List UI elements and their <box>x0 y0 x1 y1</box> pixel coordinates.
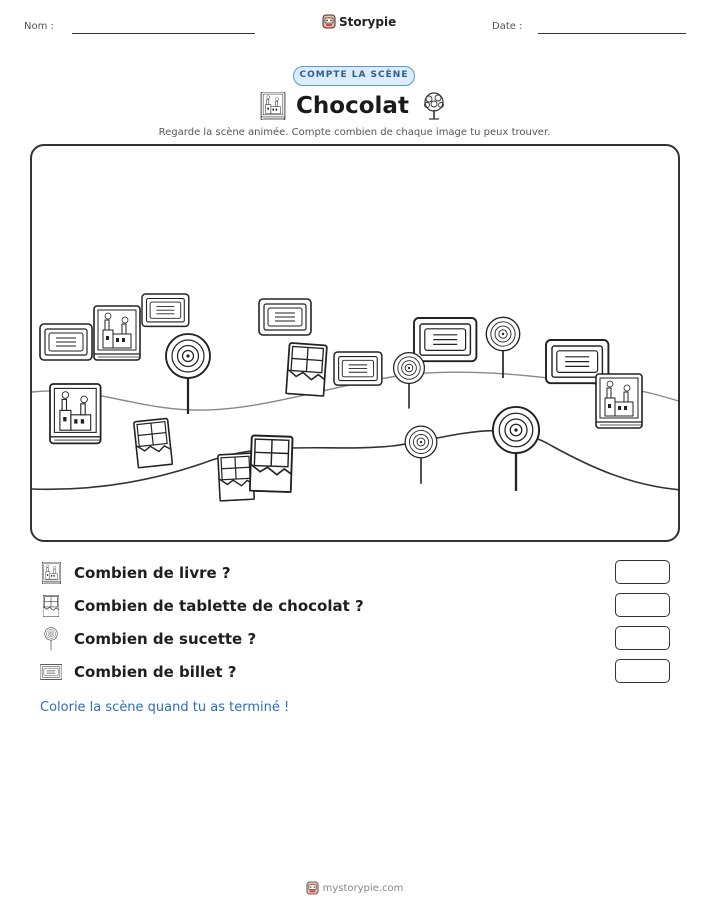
lollipop-1 <box>166 334 210 414</box>
chocolate-bar-icon <box>40 595 62 617</box>
chocolate-bar-2 <box>134 418 173 467</box>
question-row-book <box>40 559 670 587</box>
question-row-lollipop <box>40 625 670 653</box>
question-row-ticket <box>40 658 670 686</box>
date-field-line[interactable] <box>538 33 686 34</box>
counting-scene[interactable] <box>30 144 680 542</box>
footer-url[interactable]: mystorypie.com <box>322 882 404 894</box>
lollipop-2 <box>394 353 425 409</box>
book-icon <box>40 562 62 584</box>
name-label: Nom : <box>24 21 54 32</box>
coloring-note: Colorie la scène quand tu as terminé ! <box>40 700 290 715</box>
book-2 <box>50 384 101 443</box>
instructions: Regarde la scène animée. Compte combien de chaque image tu peux trouver. <box>158 127 551 138</box>
brand-name: Storypie <box>339 14 397 29</box>
ticket-5 <box>414 318 476 361</box>
book-icon <box>260 92 286 120</box>
activity-badge: COMPTE LA SCÈNE <box>293 66 415 86</box>
brand-logo <box>322 14 396 29</box>
lollipop-5 <box>493 407 539 491</box>
question-row-chocolate-bar <box>40 592 670 620</box>
question-ticket-text: Combien de billet ? <box>74 663 237 681</box>
cocoa-tree-icon <box>419 91 449 121</box>
book-1 <box>94 306 140 360</box>
book-3 <box>596 374 642 428</box>
chocolate-bar-3 <box>218 453 254 501</box>
ticket-icon <box>40 661 62 683</box>
ticket-3 <box>259 299 311 335</box>
chocolate-bar-1 <box>286 343 327 396</box>
name-field-line[interactable] <box>72 33 255 34</box>
answer-box-lollipop[interactable] <box>615 626 670 650</box>
chocolate-bar-4 <box>250 435 293 492</box>
answer-box-ticket[interactable] <box>615 659 670 683</box>
answer-box-chocolate-bar[interactable] <box>615 593 670 617</box>
date-label: Date : <box>492 21 523 32</box>
storypie-mascot-icon <box>306 881 319 895</box>
scene-illustration <box>32 146 680 542</box>
question-lollipop-text: Combien de sucette ? <box>74 630 257 648</box>
lollipop-icon <box>40 628 62 650</box>
ticket-4 <box>334 352 382 385</box>
front-hill-line <box>32 431 680 490</box>
lollipop-4 <box>405 426 437 484</box>
ticket-2 <box>142 294 189 326</box>
answer-box-book[interactable] <box>615 560 670 584</box>
storypie-mascot-icon <box>322 14 336 29</box>
question-chocolate-bar-text: Combien de tablette de chocolat ? <box>74 597 364 615</box>
page-title: Chocolat <box>296 93 409 119</box>
question-book-text: Combien de livre ? <box>74 564 231 582</box>
title-row <box>0 91 709 121</box>
lollipop-3 <box>486 317 519 378</box>
ticket-1 <box>40 324 92 360</box>
footer <box>0 881 709 895</box>
